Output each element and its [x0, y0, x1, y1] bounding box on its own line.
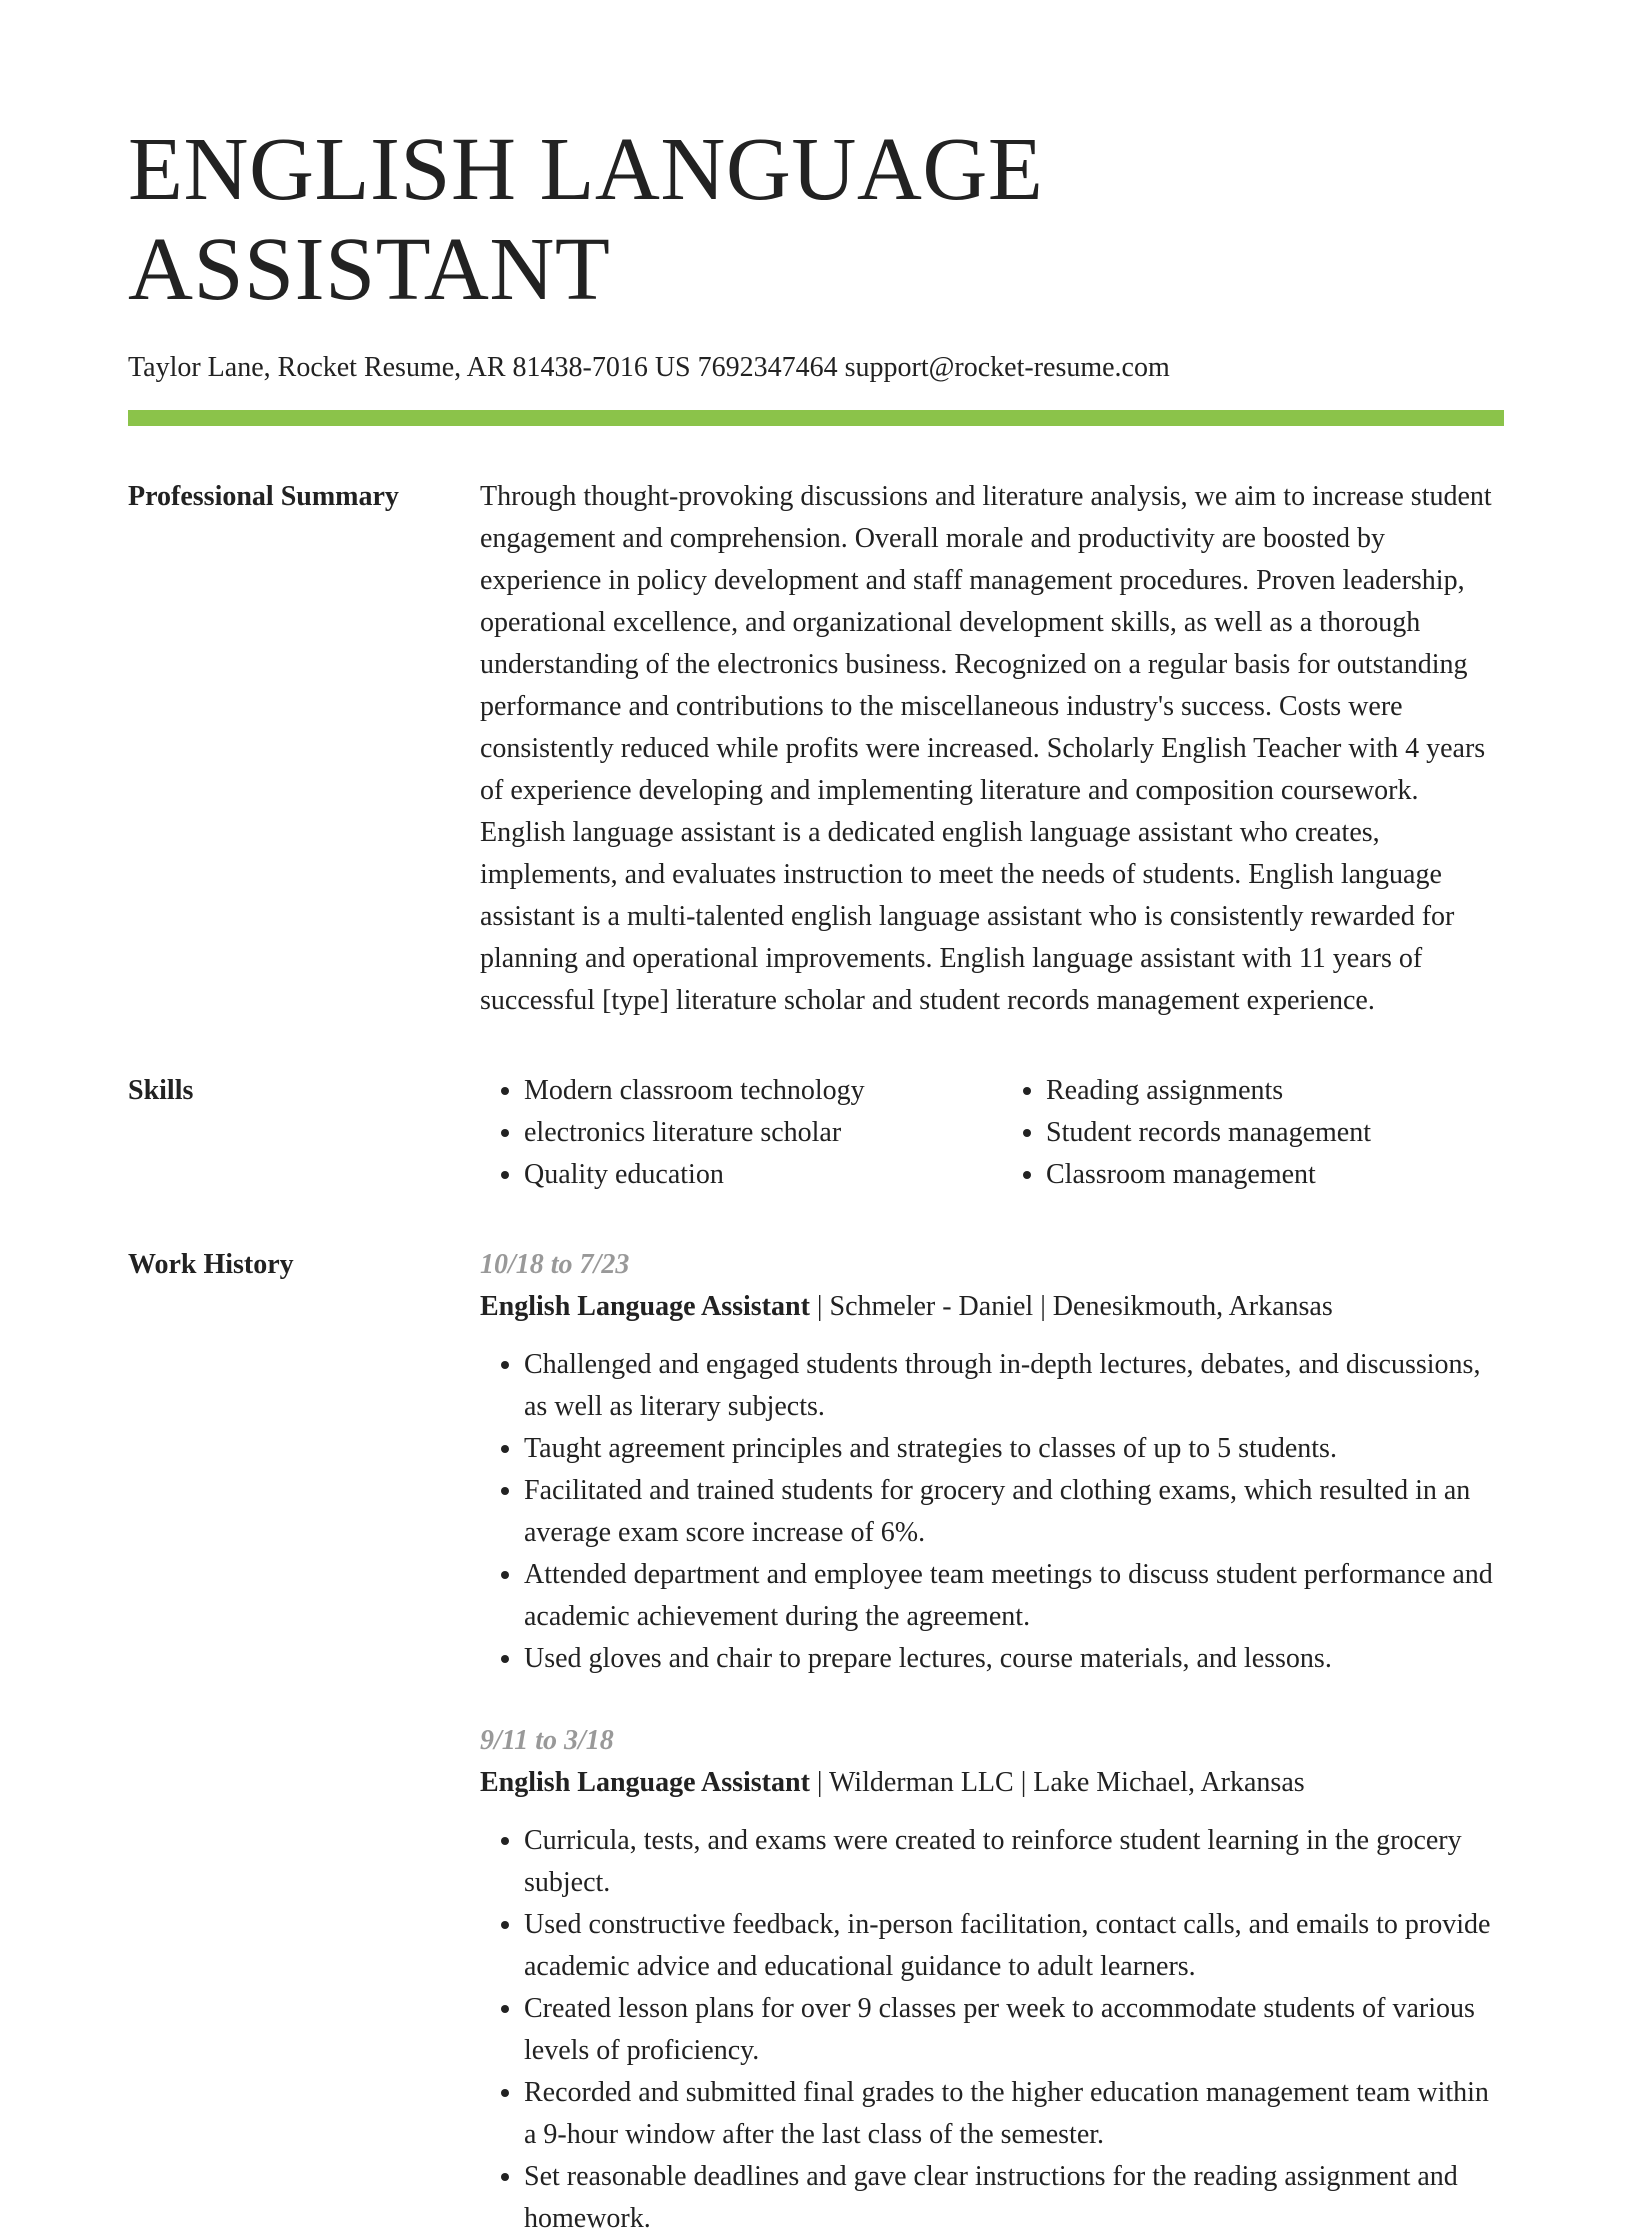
job-bullets [480, 1344, 1504, 1680]
job-bullets [480, 1820, 1504, 2240]
work-history-title: Work History [128, 1249, 294, 1280]
summary-text: Through thought-provoking discussions and literature analysis, we aim to increase student engagement and comprehension. Overall morale and productivity are boosted by experience in policy development and staff management procedures. Proven leadership, operational excellence, and organizational development skills, as well as a thorough understanding of the electronics business. Recognized on a regular basis for outstanding performance and contributions to the miscellaneous industry's success. Costs were consistently reduced while profits were increased. Scholarly English Teacher with 4 years of experience developing and implementing literature and composition coursework. English language assistant is a dedicated english language assistant who creates, implements, and evaluates instruction to meet the needs of students. English language assistant is a multi-talented english language assistant who is consistently rewarded for planning and operational improvements. English language assistant with 11 years of successful [type] literature scholar and student records management experience. [480, 481, 1492, 1016]
skills-list-right [1002, 1070, 1504, 1196]
skill-item: • electronics literature scholar [524, 1112, 982, 1154]
skill-item: • Modern classroom technology [524, 1070, 982, 1112]
job-details: | Wilderman LLC | Lake Michael, Arkansas [809, 1767, 1305, 1798]
job-dates: 10/18 to 7/23 [480, 1249, 630, 1280]
accent-divider [128, 410, 1504, 426]
work-history-body [480, 1244, 1504, 2240]
skills-list-left [480, 1070, 982, 1196]
job-bullet: • Recorded and submitted final grades to the higher education management team within a 9-hour window after the last class of the semester. [524, 2072, 1504, 2156]
job-title: English Language Assistant [480, 1767, 810, 1798]
contact-line: Taylor Lane, Rocket Resume, AR 81438-7016 US 7692347464 support@rocket-resume.com [128, 352, 1170, 383]
job-details: | Schmeler - Daniel | Denesikmouth, Arkansas [809, 1291, 1333, 1322]
job-bullet: • Attended department and employee team meetings to discuss student performance and academic achievement during the agreement. [524, 1554, 1504, 1638]
job-entry [480, 1244, 1504, 1680]
job-heading [480, 1762, 1504, 1804]
skill-item: • Student records management [1046, 1112, 1504, 1154]
summary-title: Professional Summary [128, 481, 399, 512]
job-bullet: • Used constructive feedback, in-person facilitation, contact calls, and emails to provide academic advice and educational guidance to adult learners. [524, 1904, 1504, 1988]
job-bullet: • Taught agreement principles and strategies to classes of up to 5 students. [524, 1428, 1504, 1470]
summary-body [480, 476, 1504, 1022]
job-bullet: • Created lesson plans for over 9 classes per week to accommodate students of various levels of proficiency. [524, 1988, 1504, 2072]
skills-body [480, 1070, 1504, 1196]
resume-name: ENGLISH LANGUAGE ASSISTANT [128, 120, 1044, 319]
skill-item: • Classroom management [1046, 1154, 1504, 1196]
work-history-section [128, 1244, 1504, 2240]
job-heading [480, 1286, 1504, 1328]
job-title: English Language Assistant [480, 1291, 810, 1322]
job-bullet: • Set reasonable deadlines and gave clear instructions for the reading assignment and homework. [524, 2156, 1504, 2240]
job-dates: 9/11 to 3/18 [480, 1725, 614, 1756]
job-bullet: • Used gloves and chair to prepare lectures, course materials, and lessons. [524, 1638, 1504, 1680]
skill-item: • Quality education [524, 1154, 982, 1196]
summary-section [128, 476, 1504, 1022]
job-bullet: • Challenged and engaged students through in-depth lectures, debates, and discussions, as well as literary subjects. [524, 1344, 1504, 1428]
skill-item: • Reading assignments [1046, 1070, 1504, 1112]
job-entry [480, 1720, 1504, 2240]
job-bullet: • Facilitated and trained students for grocery and clothing exams, which resulted in an average exam score increase of 6%. [524, 1470, 1504, 1554]
skills-section [128, 1070, 1504, 1196]
job-bullet: • Curricula, tests, and exams were created to reinforce student learning in the grocery subject. [524, 1820, 1504, 1904]
skills-title: Skills [128, 1075, 194, 1106]
